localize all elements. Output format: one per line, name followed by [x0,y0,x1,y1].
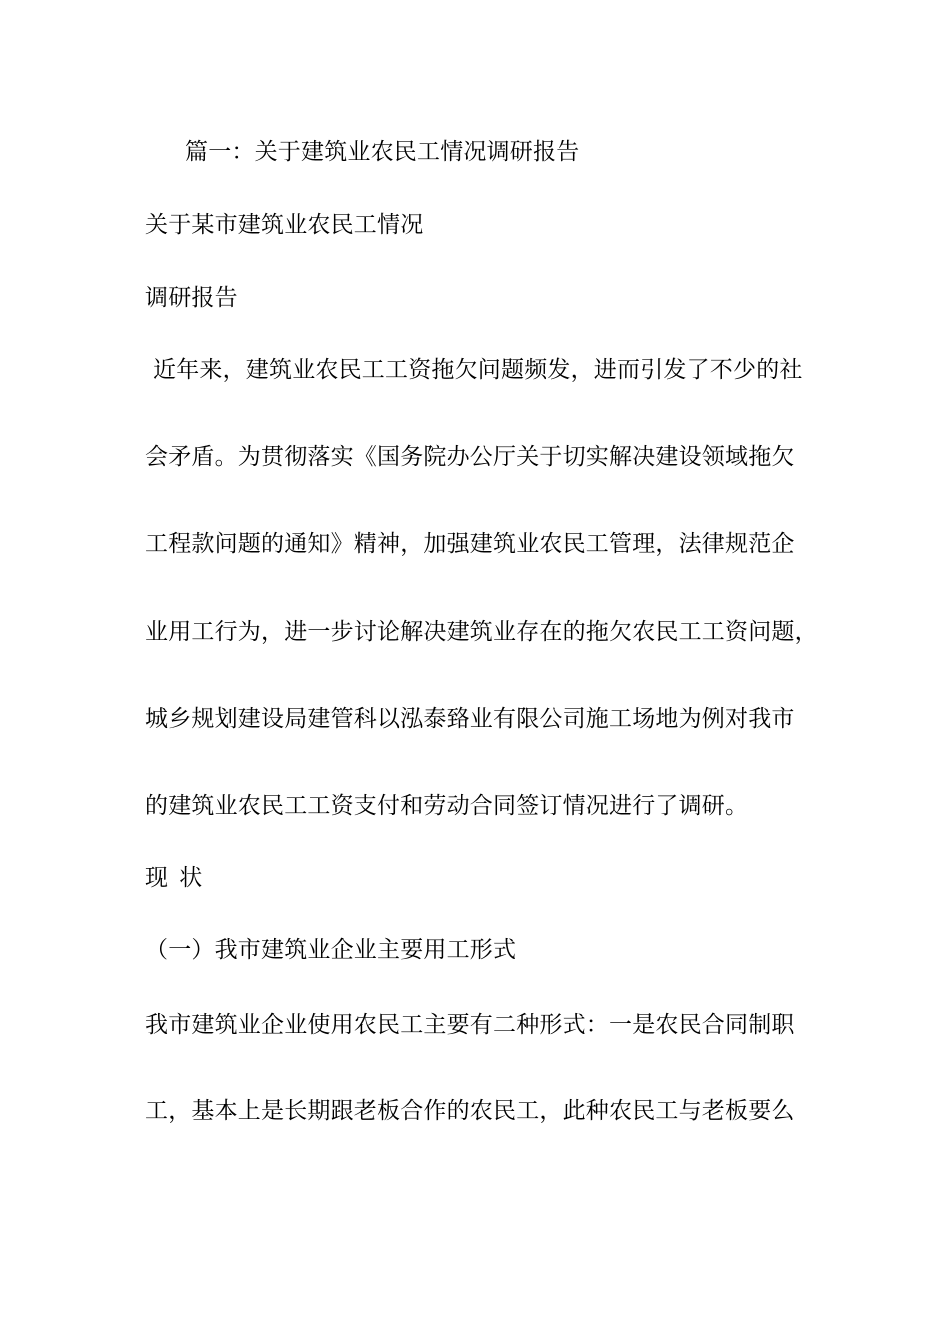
intro-paragraph-line: 工程款问题的通知》精神，加强建筑业农民工管理，法律规范企 [145,531,795,557]
subsection-heading: （一）我市建筑业企业主要用工形式 [145,937,517,963]
document-subtitle-line-1: 关于某市建筑业农民工情况 [145,212,424,238]
section-heading: 现 状 [145,865,205,891]
intro-paragraph-line: 近年来，建筑业农民工工资拖欠问题频发，进而引发了不少的社 [153,357,803,383]
document-subtitle-line-2: 调研报告 [145,285,238,311]
document-title: 篇一：关于建筑业农民工情况调研报告 [185,139,580,165]
intro-paragraph-line: 业用工行为，进一步讨论解决建筑业存在的拖欠农民工工资问题， [145,619,818,645]
body-paragraph-line: 我市建筑业企业使用农民工主要有二种形式：一是农民合同制职 [145,1012,795,1038]
intro-paragraph-line: 的建筑业农民工工资支付和劳动合同签订情况进行了调研。 [145,793,749,819]
intro-paragraph-line: 城乡规划建设局建管科以泓泰臵业有限公司施工场地为例对我市 [145,706,795,732]
intro-paragraph-line: 会矛盾。为贯彻落实《国务院办公厅关于切实解决建设领域拖欠 [145,444,795,470]
body-paragraph-line: 工，基本上是长期跟老板合作的农民工，此种农民工与老板要么 [145,1098,795,1124]
